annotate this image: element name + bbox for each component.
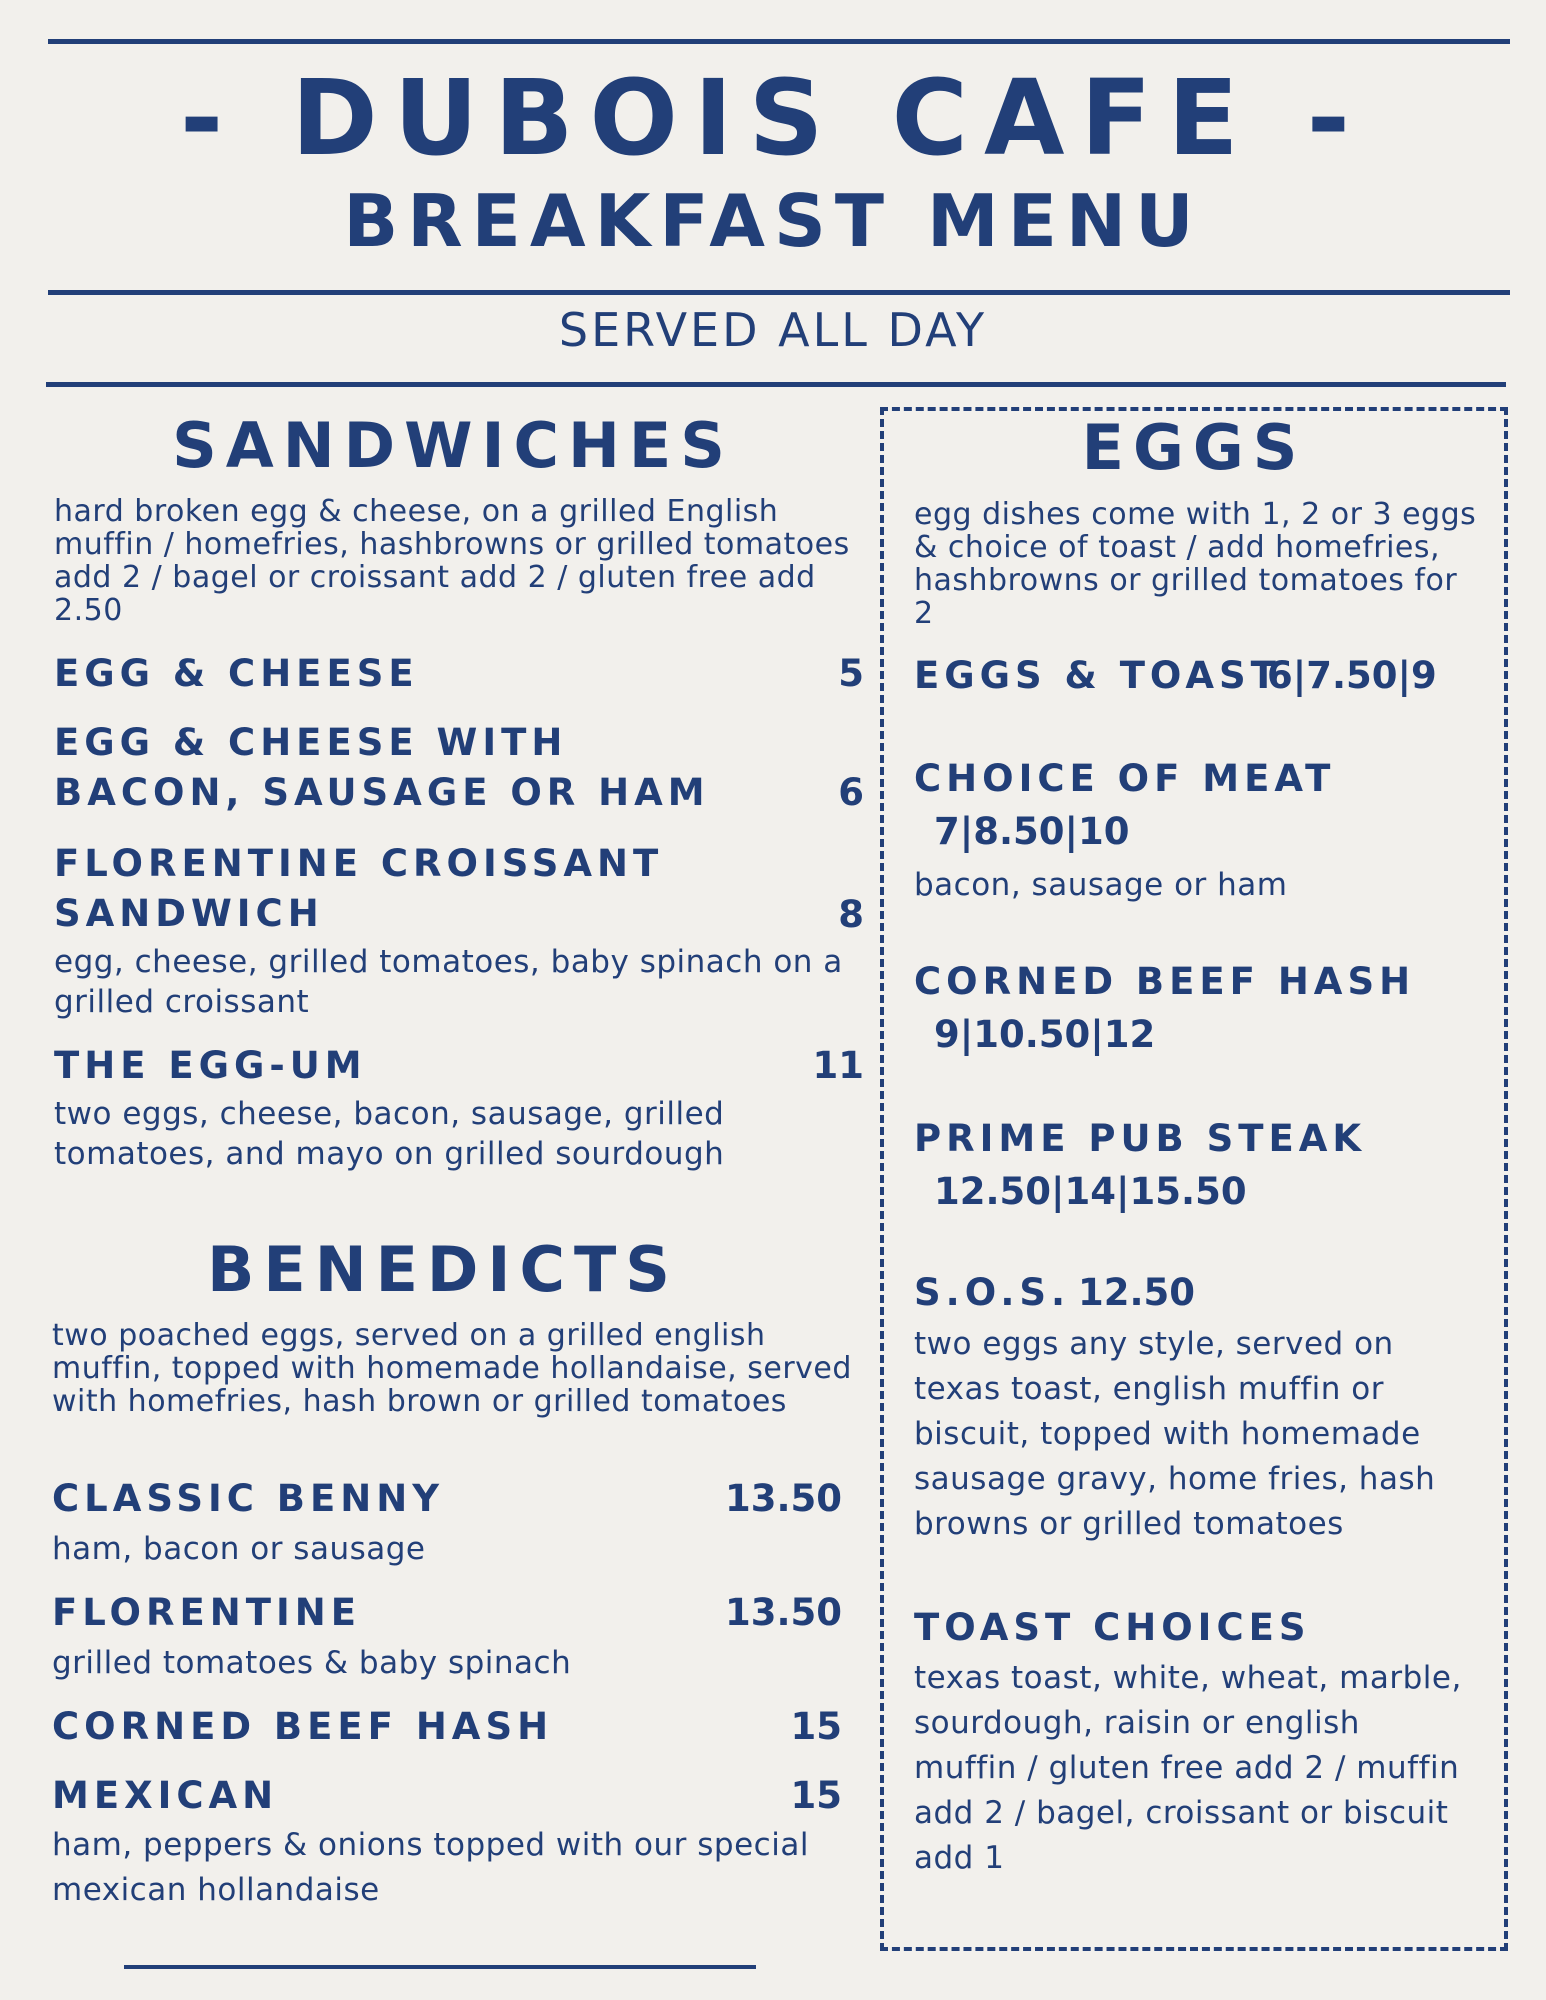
menu-item-price: 5 — [838, 652, 864, 695]
menu-item-price: 12.50|14|15.50 — [934, 1170, 1247, 1213]
menu-item-price: 6 — [838, 771, 864, 814]
benedicts-title: BENEDICTS — [207, 1233, 679, 1306]
menu-item-name: EGG & CHEESE WITH BACON, SAUSAGE OR HAM — [54, 721, 710, 814]
menu-item-description: two eggs, cheese, bacon, sausage, grilled tomatoes, and mayo on grilled sourdough — [54, 1096, 725, 1172]
served-rule — [46, 382, 1506, 387]
bottom-rule — [124, 1965, 756, 1969]
served-all-day: SERVED ALL DAY — [558, 303, 988, 357]
menu-item-description: two eggs any style, served on texas toast, english muffin or biscuit, topped with homemade sausage gravy, home fries, hash browns or grilled tomatoes — [914, 1326, 1436, 1542]
menu-item-price: 13.50 — [724, 1477, 842, 1520]
menu-item-description: texas toast, white, wheat, marble, sourdough, raisin or english muffin / gluten free add 2 / muffin add 2 / bagel, croissant or biscuit add 1 — [914, 1660, 1462, 1876]
eggs-title: EGGS — [1081, 411, 1307, 484]
menu-item-price: 7|8.50|10 — [934, 810, 1130, 853]
menu-item-price: 15 — [790, 1774, 842, 1817]
menu-item-name: CLASSIC BENNY — [52, 1477, 445, 1520]
menu-item-name: S.O.S. — [914, 1271, 1071, 1314]
menu-item-name: MEXICAN — [52, 1774, 279, 1817]
menu-item-description: grilled tomatoes & baby spinach — [52, 1645, 572, 1681]
menu-item-price: 11 — [812, 1044, 864, 1087]
menu-item-name: CORNED BEEF HASH — [52, 1705, 554, 1748]
menu-item-name: FLORENTINE — [52, 1591, 361, 1634]
menu-item-price: 13.50 — [724, 1591, 842, 1634]
menu-item-description: ham, bacon or sausage — [52, 1531, 426, 1567]
header-rule — [48, 290, 1510, 295]
menu-item-description: egg, cheese, grilled tomatoes, baby spinach on a grilled croissant — [54, 944, 843, 1020]
menu-item-name: EGGS & TOAST — [914, 654, 1281, 697]
menu-item-name: TOAST CHOICES — [914, 1606, 1311, 1649]
menu-item-name: THE EGG-UM — [54, 1044, 367, 1087]
menu-item-name: CORNED BEEF HASH — [914, 960, 1416, 1003]
benedicts-description: two poached eggs, served on a grilled english muffin, topped with homemade hollandaise, served with homefries, hash brown or grilled tomatoes — [52, 1318, 852, 1419]
menu-item-description: ham, peppers & onions topped with our special mexican hollandaise — [52, 1827, 809, 1908]
menu-item-price: 8 — [838, 893, 864, 936]
top-rule — [48, 39, 1510, 44]
sandwiches-description: hard broken egg & cheese, on a grilled English muffin / homefries, hashbrowns or grilled tomatoes add 2 / bagel or croissant add 2 / gluten free add 2.50 — [54, 494, 850, 628]
menu-subtitle: BREAKFAST MENU — [343, 179, 1203, 263]
sandwiches-title: SANDWICHES — [172, 409, 734, 482]
eggs-description: egg dishes come with 1, 2 or 3 eggs & choice of toast / add homefries, hashbrowns or grilled tomatoes for 2 — [914, 497, 1477, 631]
menu-item-price: 9|10.50|12 — [934, 1013, 1156, 1056]
menu-item-price: 12.50 — [1078, 1271, 1196, 1314]
cafe-title: - DUBOIS CAFE - — [180, 57, 1366, 179]
menu-item-name: EGG & CHEESE — [54, 652, 419, 695]
menu-item-description: bacon, sausage or ham — [914, 867, 1288, 903]
menu-item-name: CHOICE OF MEAT — [914, 757, 1336, 800]
menu-item-name: PRIME PUB STEAK — [914, 1117, 1367, 1160]
menu-item-price: 6|7.50|9 — [1267, 654, 1437, 697]
menu-item-name: FLORENTINE CROISSANT SANDWICH — [54, 842, 664, 935]
menu-item-price: 15 — [790, 1705, 842, 1748]
